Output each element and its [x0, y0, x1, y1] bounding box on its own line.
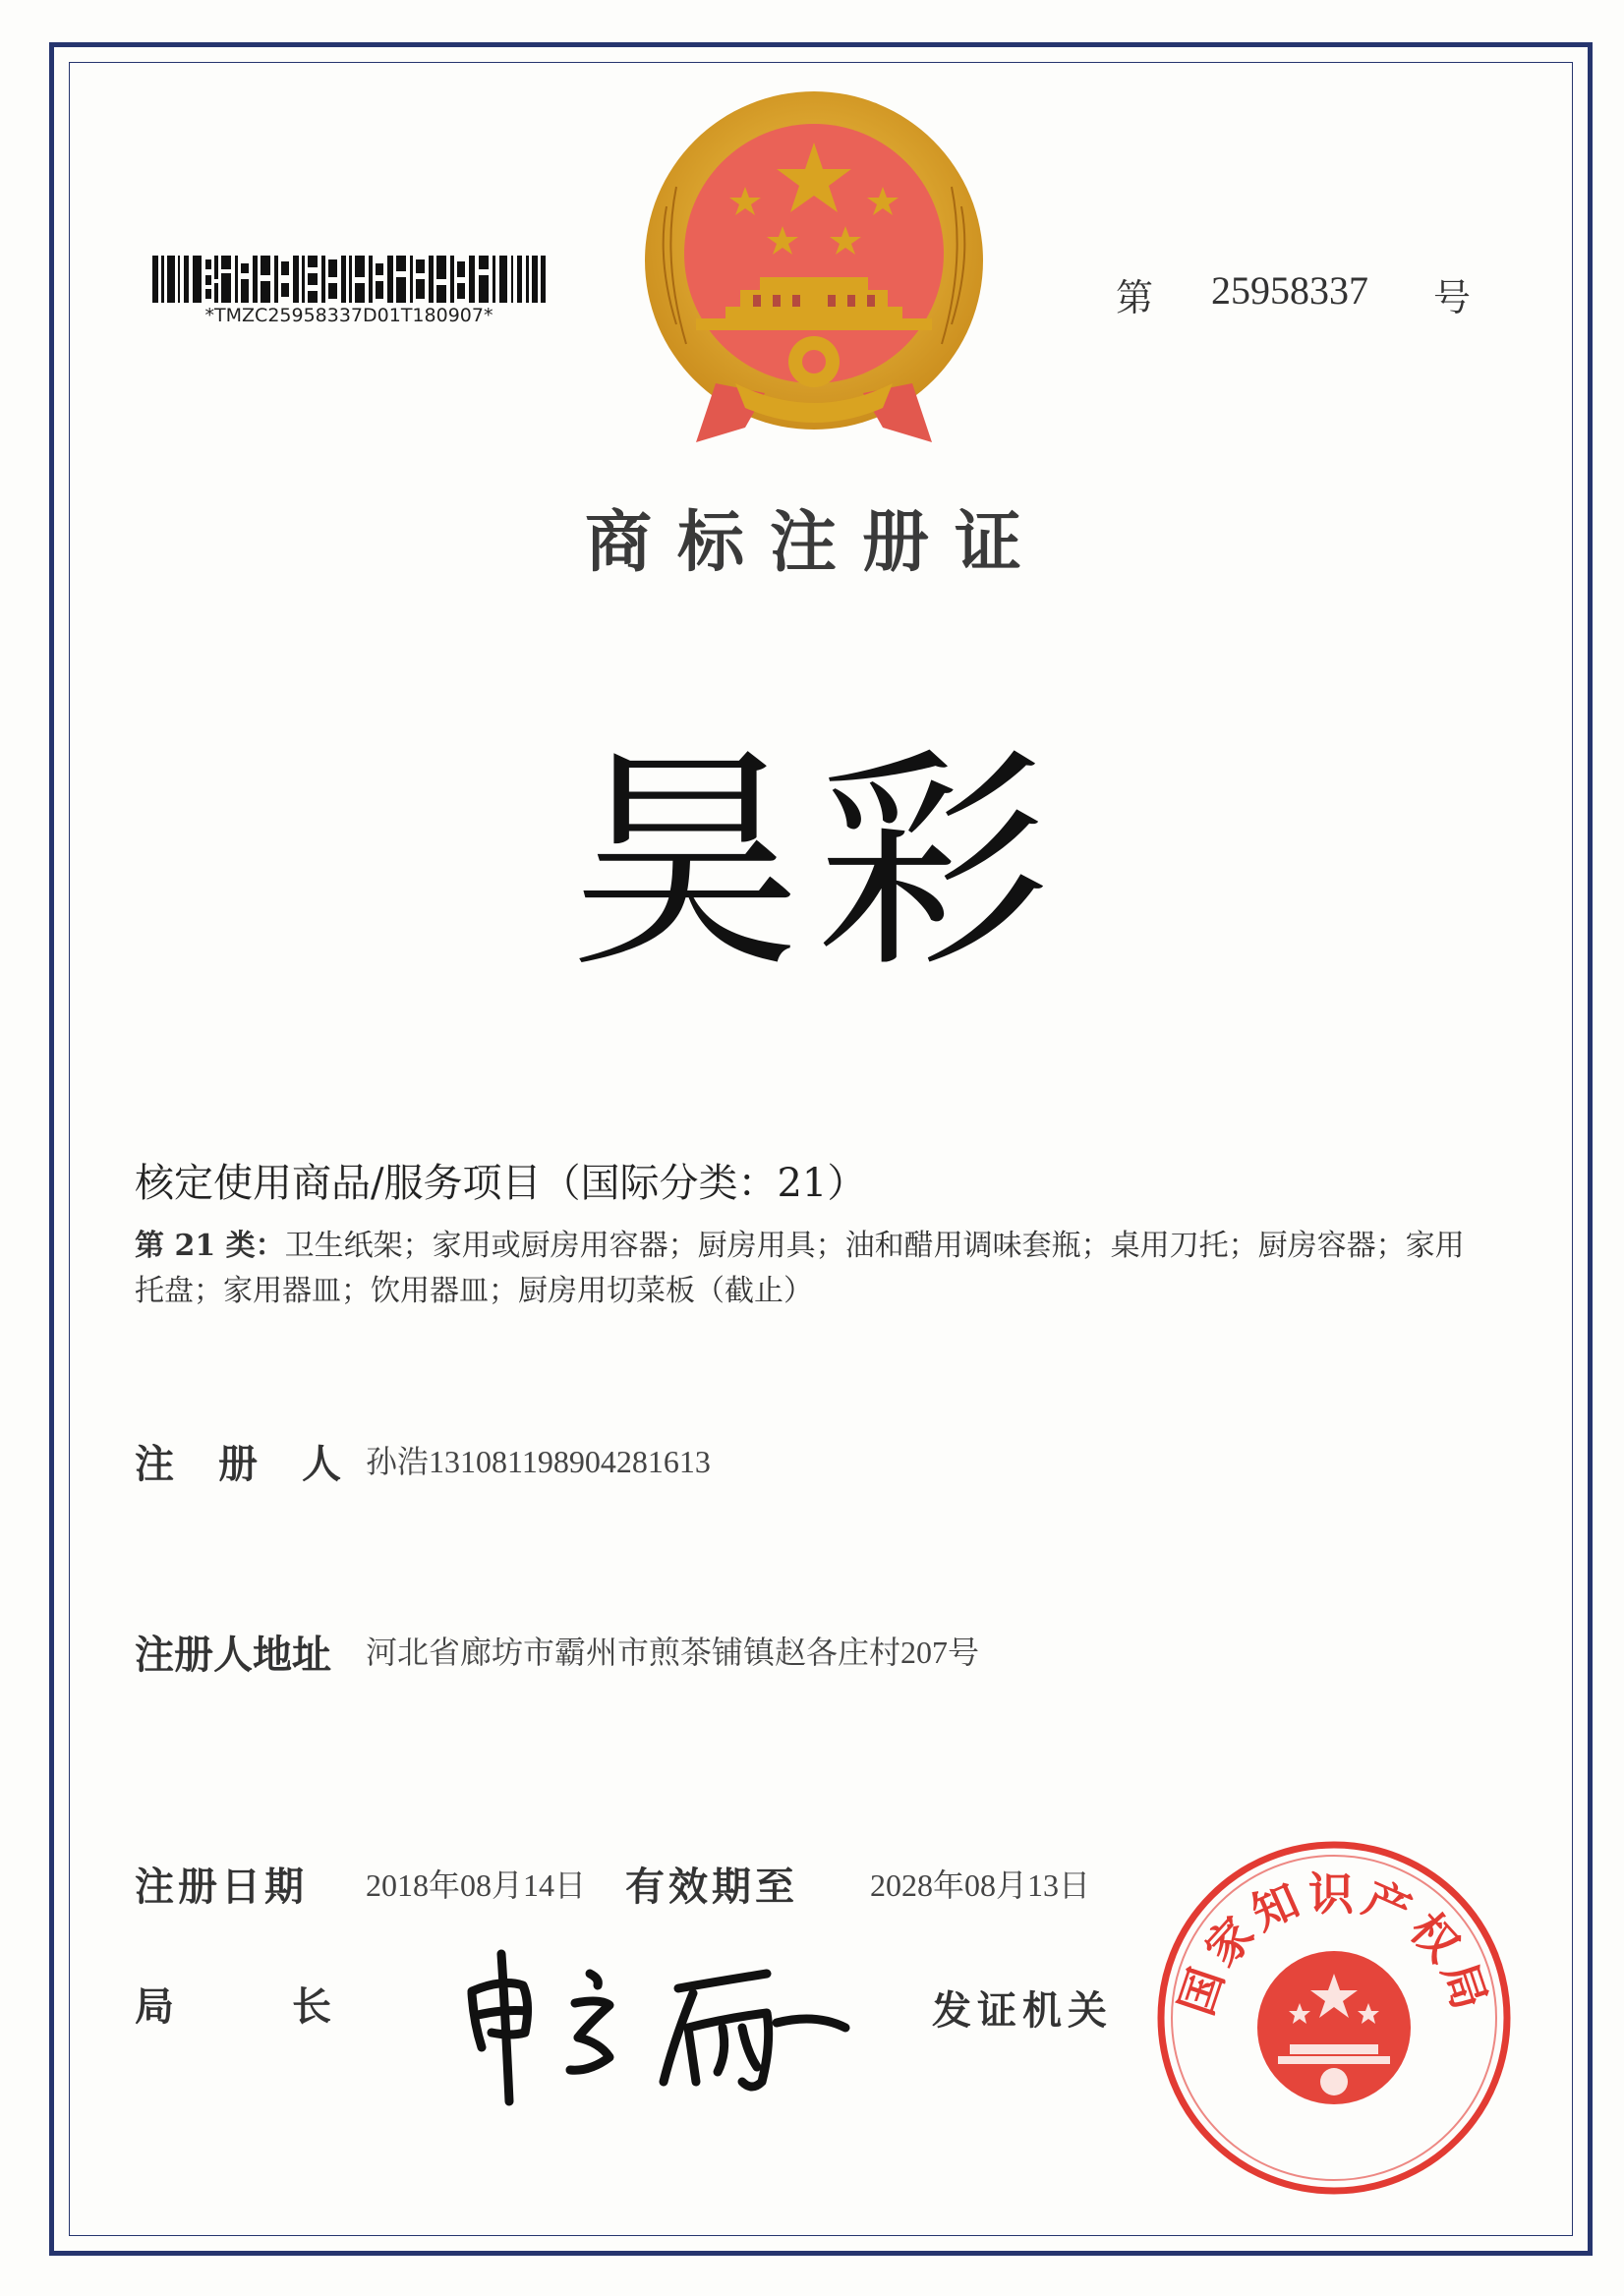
goods-services-title: 核定使用商品/服务项目（国际分类：21）: [135, 1161, 867, 1206]
registration-number: 25958337: [1211, 268, 1368, 313]
national-emblem-icon: [637, 88, 991, 472]
barcode-code: *TMZC25958337D01T180907*: [204, 305, 493, 326]
address-value: 河北省廊坊市霸州市煎茶铺镇赵各庄村207号: [366, 1635, 980, 1670]
certificate-title: 商标注册证: [584, 503, 1047, 582]
registration-number-suffix: 号: [1433, 276, 1472, 319]
director-label: 局长: [135, 1983, 331, 2030]
registration-date-value: 2018年08月14日: [366, 1867, 587, 1903]
handwritten-signature-icon: [452, 1934, 865, 2106]
valid-until-value: 2028年08月13日: [870, 1867, 1091, 1903]
barcode-icon: [152, 256, 546, 303]
goods-items: 卫生纸架；家用或厨房用容器；厨房用具；油和醋用调味套瓶；桌用刀托；厨房容器；家用托盘；家用器皿；饮用器皿；厨房用切菜板（截止）: [135, 1229, 1465, 1308]
issuer-label: 发证机关: [932, 1987, 1113, 2034]
registrant-value: 孙浩131081198904281613: [366, 1444, 711, 1479]
registration-number-prefix: 第: [1116, 276, 1154, 319]
official-seal-icon: [1152, 1836, 1516, 2200]
registration-date-label: 注册日期: [135, 1864, 308, 1910]
valid-until-label: 有效期至: [625, 1864, 798, 1910]
seal-text: 国家知识产权局: [1169, 1867, 1499, 2022]
trademark-text: 昊彩: [568, 727, 1064, 1000]
address-label: 注册人地址: [135, 1632, 331, 1678]
goods-class-label: 第 21 类：: [135, 1229, 285, 1263]
registrant-label: 注册人: [135, 1441, 341, 1487]
goods-services-list: [135, 1224, 1491, 1314]
